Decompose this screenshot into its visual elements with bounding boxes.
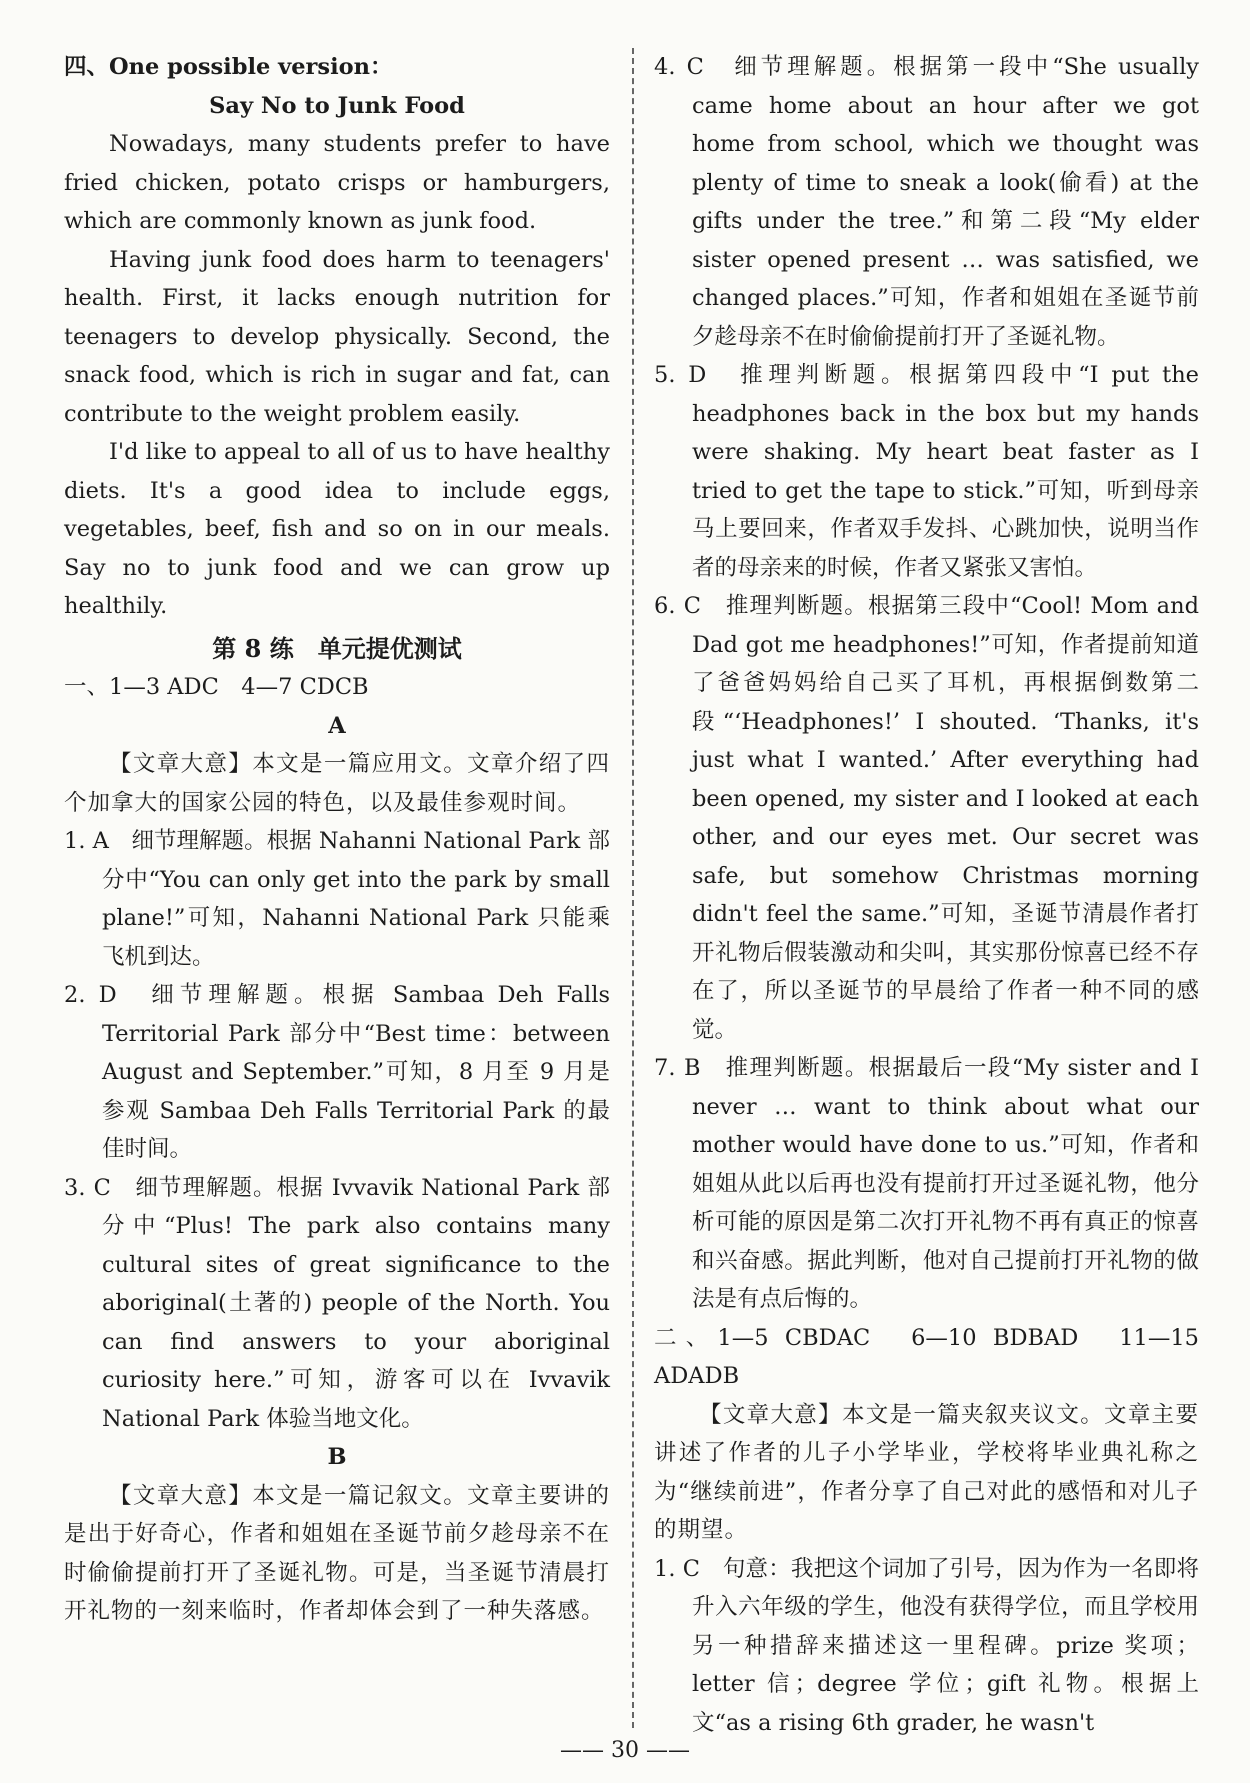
unit-title: 第 8 练 单元提优测试 — [212, 633, 462, 663]
section-4-heading: 四、One possible version： — [64, 54, 393, 80]
passage-a-summary: 【文章大意】本文是一篇应用文。文章介绍了四个加拿大的国家公园的特色，以及最佳参观时间。 — [64, 751, 610, 816]
part-2-answers: 二、1—5 CBDAC 6—10 BDBAD 11—15 ADADB — [654, 1324, 1199, 1389]
essay-paragraph-1: Nowadays, many students prefer to have fried chicken, potato crisps or hamburgers, which are commonly known as junk food. — [64, 131, 610, 234]
passage-b-summary: 【文章大意】本文是一篇记叙文。文章主要讲的是出于好奇心，作者和姐姐在圣诞节前夕趁母亲不在时偷偷提前打开了圣诞礼物。可是，当圣诞节清晨打开礼物的一刻来临时，作者却体会到了一种失落感。 — [64, 1482, 610, 1624]
page-number: 30 — [611, 1738, 639, 1763]
passage-b-label: B — [327, 1444, 347, 1470]
page-footer — [0, 1738, 1250, 1763]
answer-explanation-3: 3. C 细节理解题。根据 Ivvavik National Park 部分中“Plus! The park also contains many cultural sites of great significance to the aboriginal(土著的) people of the North. You can find answers to your aboriginal curiosity here.”可知，游客可以在 Ivvavik National Park 体验当地文化。 — [64, 1174, 610, 1432]
passage-a-label: A — [328, 712, 346, 739]
answer-explanation-1: 1. A 细节理解题。根据 Nahanni National Park 部分中“You can only get into the park by small plane!”可知，Nahanni National Park 只能乘飞机到达。 — [64, 828, 610, 970]
part-2-explanation-1: 1. C 句意：我把这个词加了引号，因为作为一名即将升入六年级的学生，他没有获得学位，而且学校用另一种措辞来描述这一里程碑。prize 奖项；letter 信；degree 学位；gift 礼物。根据上文“as a rising 6th grader, he wasn't — [654, 1555, 1199, 1736]
essay-title: Say No to Junk Food — [209, 92, 465, 119]
answer-explanation-6: 6. C 推理判断题。根据第三段中“Cool! Mom and Dad got me headphones!”可知，作者提前知道了爸爸妈妈给自己买了耳机，再根据倒数第二段“‘Headphones!’ I shouted. ‘Thanks, it's just what I wanted.’ After everything had been opened, my sister and I looked at each other, and our eyes met. Our secret was safe, but somehow Christmas morning didn't feel the same.”可知，圣诞节清晨作者打开礼物后假装激动和尖叫，其实那份惊喜已经不存在了，所以圣诞节的早晨给了作者一种不同的感觉。 — [654, 593, 1199, 1043]
part-1-answers: 一、1—3 ADC 4—7 CDCB — [64, 674, 369, 700]
right-column — [654, 48, 1199, 1742]
answer-explanation-7: 7. B 推理判断题。根据最后一段“My sister and I never … want to think about what our mother would have done to us.”可知，作者和姐姐从此以后再也没有提前打开过圣诞礼物，他分析可能的原因是第二次打开礼物不再有真正的惊喜和兴奋感。据此判断，他对自己提前打开礼物的做法是有点后悔的。 — [654, 1055, 1199, 1312]
footer-dash-left: —— — [560, 1738, 611, 1763]
answer-explanation-4: 4. C 细节理解题。根据第一段中“She usually came home about an hour after we got home from school, which we thought was plenty of time to sneak a look(偷看) at the gifts under the tree.”和第二段“My elder sister opened present … was satisfied, we changed places.”可知，作者和姐姐在圣诞节前夕趁母亲不在时偷偷提前打开了圣诞礼物。 — [654, 54, 1199, 350]
answer-explanation-5: 5. D 推理判断题。根据第四段中“I put the headphones back in the box but my hands were shaking. My heart beat faster as I tried to get the tape to stick.”可知，听到母亲马上要回来，作者双手发抖、心跳加快，说明当作者的母亲来的时候，作者又紧张又害怕。 — [654, 362, 1199, 581]
essay-paragraph-3: I'd like to appeal to all of us to have healthy diets. It's a good idea to include eggs, vegetables, beef, fish and so on in our meals. Say no to junk food and we can grow up healthily. — [64, 439, 610, 619]
column-divider — [632, 48, 634, 1728]
answer-explanation-2: 2. D 细节理解题。根据 Sambaa Deh Falls Territorial Park 部分中“Best time：between August and September.”可知，8 月至 9 月是参观 Sambaa Deh Falls Territorial Park 的最佳时间。 — [64, 982, 610, 1162]
part-2-summary: 【文章大意】本文是一篇夹叙夹议文。文章主要讲述了作者的儿子小学毕业，学校将毕业典礼称之为“继续前进”，作者分享了自己对此的感悟和对儿子的期望。 — [654, 1401, 1199, 1543]
footer-dash-right: —— — [646, 1738, 690, 1763]
essay-paragraph-2: Having junk food does harm to teenagers' health. First, it lacks enough nutrition for teenagers to develop physically. Second, the snack food, which is rich in sugar and fat, can contribute to the weight problem easily. — [64, 246, 610, 427]
left-column — [64, 48, 610, 1631]
